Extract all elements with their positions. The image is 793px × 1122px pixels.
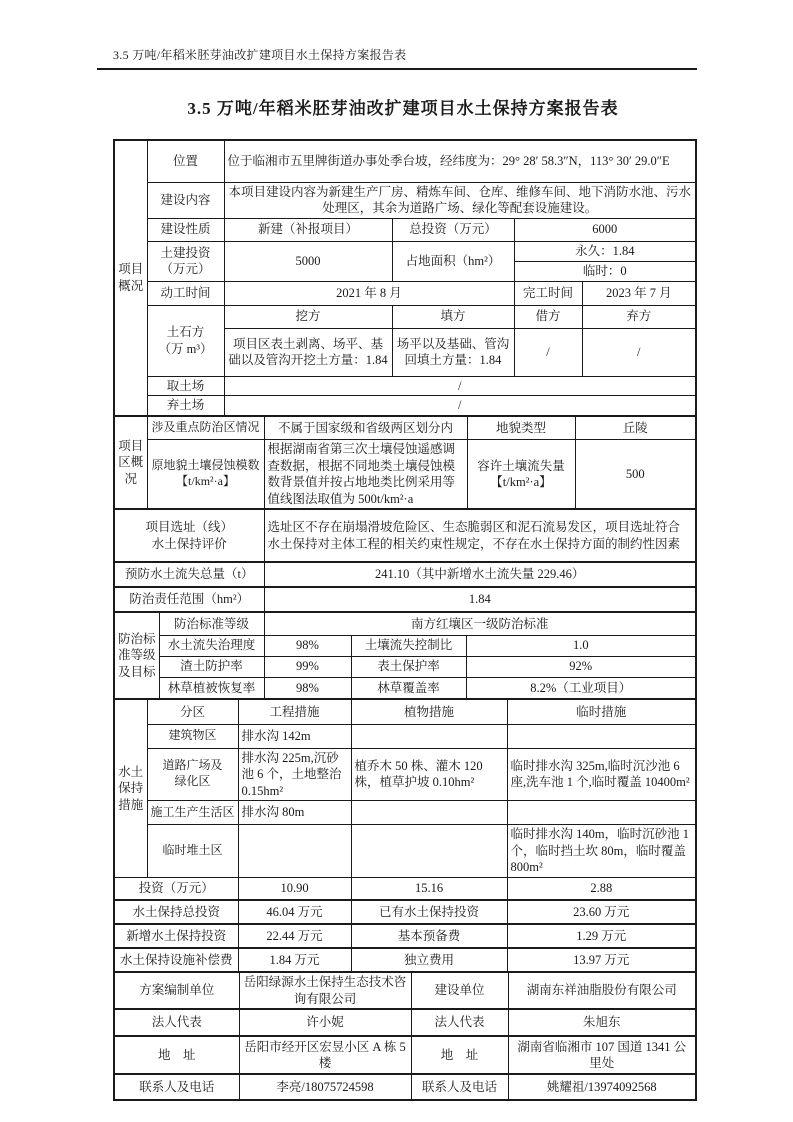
- measures-header-engineering: 工程措施: [238, 700, 351, 724]
- table-row: [115, 182, 695, 218]
- party-label: 地 址: [115, 1037, 239, 1073]
- finance-value: 23.60 万元: [507, 901, 695, 923]
- land-area-temporary: 临时：0: [514, 261, 695, 281]
- party-label: 建设单位: [411, 973, 508, 1008]
- table-row: [115, 901, 695, 923]
- section-finance-row: [115, 949, 695, 971]
- table-row: [115, 748, 695, 801]
- table-row: [115, 588, 695, 611]
- earthwork-header-spoil: 弃方: [582, 305, 695, 328]
- standards-row-value: 8.2%（工业项目）: [466, 677, 695, 698]
- construction-nature-label: 建设性质: [147, 218, 224, 241]
- responsibility-scope-value: 1.84: [264, 588, 695, 611]
- land-area-label: 占地面积（hm²）: [392, 241, 514, 281]
- table-row: [115, 141, 695, 182]
- landform-label: 地貌类型: [467, 417, 575, 440]
- section-responsibility-scope: [115, 588, 695, 611]
- table-row: [115, 440, 695, 509]
- total-investment-value: 6000: [514, 218, 695, 241]
- spoil-site-label: 弃土场: [147, 396, 224, 415]
- party-label: 法人代表: [115, 1010, 239, 1035]
- earthwork-borrow-value: /: [514, 328, 582, 376]
- land-area-permanent: 永久：1.84: [514, 241, 695, 261]
- report-table: [113, 139, 697, 1101]
- standards-row-label: 渣土防护率: [159, 656, 264, 677]
- key-zone-value: 不属于国家级和省级两区划分内: [264, 417, 467, 440]
- finish-date-value: 2023 年 7 月: [582, 281, 695, 305]
- spoil-site-value: /: [224, 396, 695, 415]
- measures-temporary: [507, 724, 695, 748]
- section-parties-row: [115, 1075, 695, 1099]
- measures-plant: [351, 724, 507, 748]
- civil-investment-label: 土建投资 （万元）: [147, 241, 224, 281]
- measures-section-label: 水土 保持 措施: [115, 700, 147, 877]
- location-label: 位置: [147, 141, 224, 182]
- table-row: [115, 801, 695, 825]
- standards-row-value: 92%: [466, 656, 695, 677]
- measures-header-temporary: 临时措施: [507, 700, 695, 724]
- measures-engineering: 排水沟 142m: [238, 724, 351, 748]
- table-row: [115, 218, 695, 241]
- finance-value: 1.84 万元: [238, 949, 351, 971]
- measures-plant: 植乔木 50 株、灌木 120 株，植草护坡 0.10hm²: [351, 748, 507, 801]
- party-label: 法人代表: [411, 1010, 508, 1035]
- party-value: 岳阳绿源水土保持生态技术咨询有限公司: [239, 973, 411, 1008]
- table-row: [115, 1037, 695, 1073]
- civil-investment-value: 5000: [224, 241, 392, 281]
- measures-zone: 施工生产生活区: [147, 801, 238, 825]
- earthwork-header-borrow: 借方: [514, 305, 582, 328]
- borrow-site-label: 取土场: [147, 376, 224, 396]
- site-evaluation-value: 选址区不存在崩塌滑坡危险区、生态脆弱区和泥石流易发区，项目选址符合水土保持对主体工程的相关约束性规定，不存在水土保持方面的制约性因素: [264, 510, 695, 561]
- finance-value: 22.44 万元: [238, 925, 351, 947]
- finance-label: 水土保持设施补偿费: [115, 949, 238, 971]
- standards-grade-label: 防治标准等级: [159, 613, 264, 635]
- table-row: [115, 973, 695, 1008]
- measures-header-plant: 植物措施: [351, 700, 507, 724]
- section-control-standards: [115, 613, 695, 698]
- measures-investment-engineering: 10.90: [238, 877, 351, 899]
- predicted-loss-value: 241.10（其中新增水土流失量 229.46）: [264, 563, 695, 586]
- section-conservation-measures: [115, 700, 695, 899]
- predicted-loss-label: 预防水土流失总量（t）: [115, 563, 264, 586]
- party-value: 朱旭东: [508, 1010, 695, 1035]
- party-value: 岳阳市经开区宏昱小区 A 栋 5 楼: [239, 1037, 411, 1073]
- standards-row-value: 98%: [264, 677, 351, 698]
- table-row: [115, 877, 695, 899]
- standards-row-label: 表土保护率: [351, 656, 466, 677]
- section-parties-row: [115, 1037, 695, 1073]
- table-row: [115, 241, 695, 261]
- table-row: [115, 677, 695, 698]
- measures-temporary: [507, 801, 695, 825]
- measures-temporary: 临时排水沟 325m,临时沉沙池 6 座,洗车池 1 个,临时覆盖 10400m²: [507, 748, 695, 801]
- table-row: [115, 396, 695, 415]
- measures-investment-plant: 15.16: [351, 877, 507, 899]
- finance-label: 独立费用: [351, 949, 507, 971]
- section-predicted-loss: [115, 563, 695, 586]
- table-row: [115, 700, 695, 724]
- finance-value: 46.04 万元: [238, 901, 351, 923]
- responsibility-scope-label: 防治责任范围（hm²）: [115, 588, 264, 611]
- party-value: 湖南省临湘市 107 国道 1341 公里处: [508, 1037, 695, 1073]
- party-value: 湖南东祥油脂股份有限公司: [508, 973, 695, 1008]
- running-header: 3.5 万吨/年稻米胚芽油改扩建项目水土保持方案报告表: [97, 46, 697, 70]
- standards-row-label: 土壤流失控制比: [351, 635, 466, 656]
- party-value: 许小妮: [239, 1010, 411, 1035]
- table-row: [115, 724, 695, 748]
- measures-plant: [351, 825, 507, 878]
- construction-nature-value: 新建（补报项目）: [224, 218, 392, 241]
- finance-label: 已有水土保持投资: [351, 901, 507, 923]
- section-area-overview: [115, 417, 695, 509]
- table-row: [115, 281, 695, 305]
- measures-engineering: 排水沟 80m: [238, 801, 351, 825]
- table-row: [115, 376, 695, 396]
- erosion-modulus-value: 根据湖南省第三次土壤侵蚀遥感调查数据，根据不同地类土壤侵蚀模数背景值并按占地地类比例采用等值线图法取值为 500t/km²·a: [264, 440, 467, 509]
- table-row: [115, 1075, 695, 1099]
- earthwork-fill-value: 场平以及基础、管沟回填土方量：1.84: [392, 328, 514, 376]
- overview-section-label: 项目 概况: [115, 141, 147, 415]
- measures-zone: 道路广场及 绿化区: [147, 748, 238, 801]
- construction-content-label: 建设内容: [147, 182, 224, 218]
- erosion-modulus-label: 原地貌土壤侵蚀模数 【t/km²·a】: [147, 440, 264, 509]
- total-investment-label: 总投资（万元）: [392, 218, 514, 241]
- finish-date-label: 完工时间: [514, 281, 582, 305]
- start-date-label: 动工时间: [147, 281, 224, 305]
- earthwork-header-excavation: 挖方: [224, 305, 392, 328]
- standards-section-label: 防治标 准等级 及目标: [115, 613, 159, 698]
- measures-engineering: 排水沟 225m,沉砂池 6 个，土地整治 0.15hm²: [238, 748, 351, 801]
- measures-zone: 建筑物区: [147, 724, 238, 748]
- earthwork-label: 土石方 （万 m³）: [147, 305, 224, 376]
- finance-value: 1.29 万元: [507, 925, 695, 947]
- area-overview-section-label: 项目 区概 况: [115, 417, 147, 509]
- allowable-loss-value: 500: [575, 440, 695, 509]
- table-row: [115, 613, 695, 635]
- section-finance-row: [115, 901, 695, 923]
- standards-row-label: 林草植被恢复率: [159, 677, 264, 698]
- page-title: 3.5 万吨/年稻米胚芽油改扩建项目水土保持方案报告表: [187, 99, 619, 118]
- table-row: [115, 510, 695, 561]
- key-zone-label: 涉及重点防治区情况: [147, 417, 264, 440]
- measures-header-zone: 分区: [147, 700, 238, 724]
- measures-plant: [351, 801, 507, 825]
- standards-row-label: 水土流失治理度: [159, 635, 264, 656]
- measures-investment-label: 投资（万元）: [115, 877, 238, 899]
- party-label: 方案编制单位: [115, 973, 239, 1008]
- landform-value: 丘陵: [575, 417, 695, 440]
- construction-content-value: 本项目建设内容为新建生产厂房、精炼车间、仓库、维修车间、地下消防水池、污水处理区，其余为道路广场、绿化等配套设施建设。: [224, 182, 695, 218]
- start-date-value: 2021 年 8 月: [224, 281, 514, 305]
- measures-temporary: 临时排水沟 140m，临时沉砂池 1 个，临时挡土坎 80m，临时覆盖 800m²: [507, 825, 695, 878]
- standards-row-value: 99%: [264, 656, 351, 677]
- standards-row-value: 1.0: [466, 635, 695, 656]
- standards-grade-value: 南方红壤区一级防治标准: [264, 613, 695, 635]
- measures-investment-temporary: 2.88: [507, 877, 695, 899]
- section-site-evaluation: [115, 510, 695, 561]
- allowable-loss-label: 容许土壤流失量 【t/km²·a】: [467, 440, 575, 509]
- site-evaluation-label: 项目选址（线） 水土保持评价: [115, 510, 264, 561]
- earthwork-header-fill: 填方: [392, 305, 514, 328]
- standards-row-value: 98%: [264, 635, 351, 656]
- section-parties-row: [115, 973, 695, 1008]
- table-row: [115, 1010, 695, 1035]
- measures-zone: 临时堆土区: [147, 825, 238, 878]
- party-label: 地 址: [411, 1037, 508, 1073]
- party-label: 联系人及电话: [411, 1075, 508, 1099]
- section-finance-row: [115, 925, 695, 947]
- table-row: [115, 563, 695, 586]
- table-row: [115, 305, 695, 328]
- borrow-site-value: /: [224, 376, 695, 396]
- finance-label: 基本预备费: [351, 925, 507, 947]
- standards-row-label: 林草覆盖率: [351, 677, 466, 698]
- earthwork-excavation-value: 项目区表土剥离、场平、基础以及管沟开挖土方量：1.84: [224, 328, 392, 376]
- table-row: [115, 925, 695, 947]
- party-value: 姚耀祖/13974092568: [508, 1075, 695, 1099]
- party-value: 李亮/18075724598: [239, 1075, 411, 1099]
- table-row: [115, 417, 695, 440]
- finance-value: 13.97 万元: [507, 949, 695, 971]
- finance-label: 水土保持总投资: [115, 901, 238, 923]
- earthwork-spoil-value: /: [582, 328, 695, 376]
- section-parties-row: [115, 1010, 695, 1035]
- location-value: 位于临湘市五里牌街道办事处季台坡，经纬度为：29° 28′ 58.3″N，113° 30′ 29.0″E: [224, 141, 695, 182]
- section-project-overview: [115, 141, 695, 415]
- finance-label: 新增水土保持投资: [115, 925, 238, 947]
- party-label: 联系人及电话: [115, 1075, 239, 1099]
- table-row: [115, 635, 695, 656]
- table-row: [115, 656, 695, 677]
- measures-engineering: [238, 825, 351, 878]
- table-row: [115, 949, 695, 971]
- table-row: [115, 825, 695, 878]
